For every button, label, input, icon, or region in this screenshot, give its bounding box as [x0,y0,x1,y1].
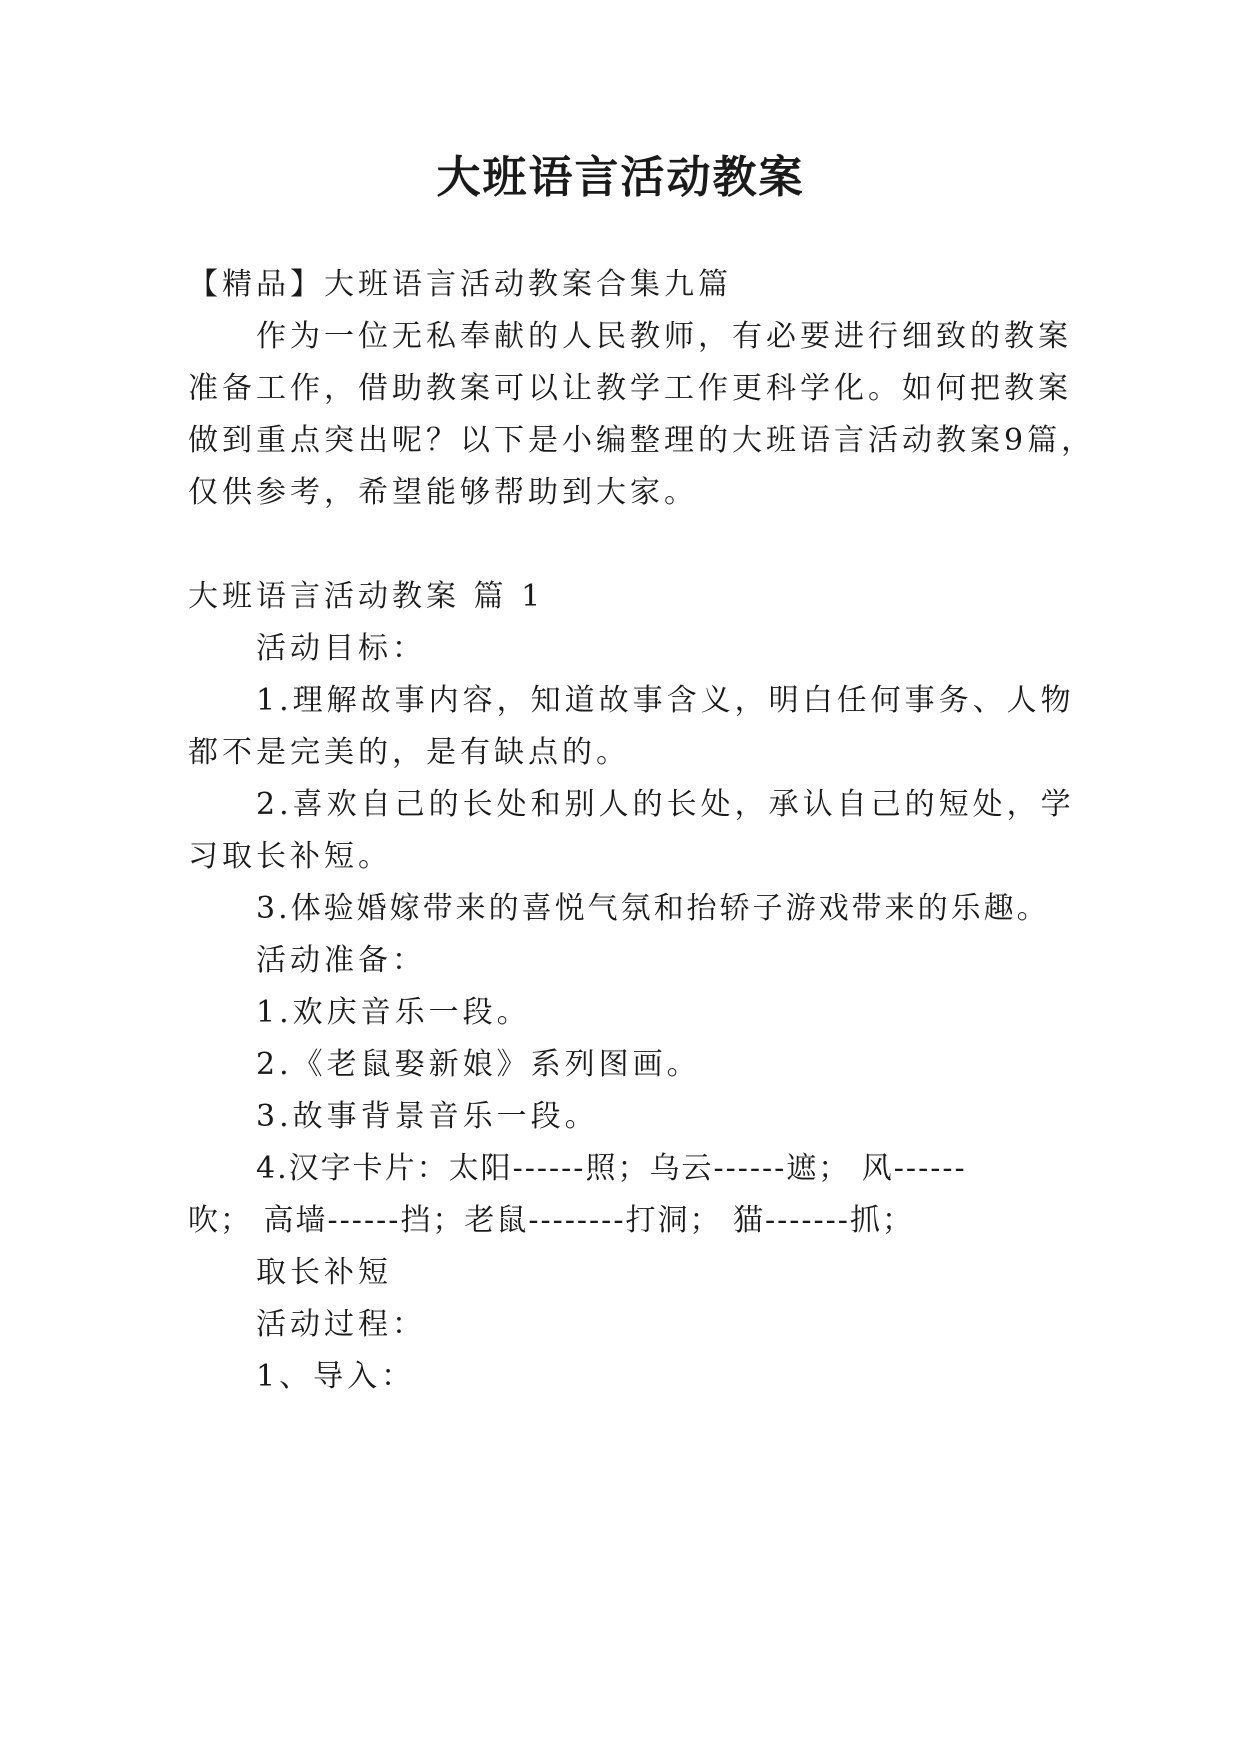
body-line: 3.故事背景音乐一段。 [256,1099,599,1134]
body-line: 2.喜欢自己的长处和别人的长处，承认自己的短处，学 [256,787,1075,822]
body-line: 活动目标： [256,631,426,666]
body-line: 4.汉字卡片：太阳------照；乌云------遮； 风------ [256,1151,967,1186]
intro-line: 作为一位无私奉献的人民教师，有必要进行细致的教案 [256,319,1072,354]
body-line: 都不是完美的，是有缺点的。 [188,735,630,770]
body-line: 活动准备： [256,943,426,978]
body-line: 2.《老鼠娶新娘》系列图画。 [256,1047,701,1082]
intro-line: 做到重点突出呢？以下是小编整理的大班语言活动教案9篇， [188,423,1096,458]
document-subtitle: 【精品】大班语言活动教案合集九篇 [188,267,732,302]
body-line: 1.欢庆音乐一段。 [256,995,531,1030]
body-line: 取长补短 [256,1255,392,1290]
section-heading: 大班语言活动教案 篇 1 [188,579,545,614]
body-line: 1.理解故事内容，知道故事含义，明白任何事务、人物 [256,683,1075,718]
body-line: 习取长补短。 [188,839,392,874]
body-line: 3.体验婚嫁带来的喜悦气氛和抬轿子游戏带来的乐趣。 [256,891,1050,926]
body-line: 吹； 高墙------挡；老鼠--------打洞； 猫-------抓； [188,1203,914,1238]
body-line: 活动过程： [256,1307,426,1342]
intro-line: 准备工作，借助教案可以让教学工作更科学化。如何把教案 [188,371,1072,406]
document-title: 大班语言活动教案 [436,152,805,203]
body-line: 1、导入： [256,1359,416,1394]
intro-line: 仅供参考，希望能够帮助到大家。 [188,475,698,510]
